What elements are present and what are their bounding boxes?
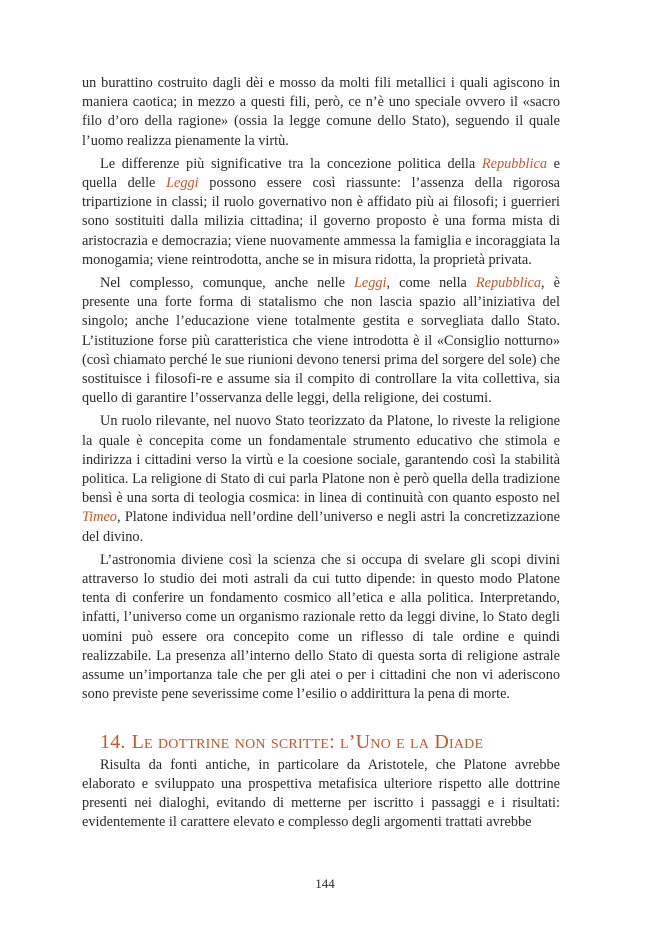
body-text [82,74,560,837]
paragraph-3-text-c: , come nella [386,275,476,292]
paragraph-2 [82,155,560,270]
section-heading [100,730,560,753]
paragraph-2-text-a: Le differenze più significative tra la concezione politica della [100,155,482,172]
page-number: 144 [315,876,335,891]
paragraph-1 [82,74,560,151]
paragraph-3 [82,274,560,408]
paragraph-4-text-a: Un ruolo rilevante, nel nuovo Stato teorizzato da Platone, lo riveste la religione la quale è concepita come un fondamentale strumento educativo che stimola e indirizza i cittadini verso la virtù e la coesione sociale, garantendo così la stabilità politica. La religione di Stato di cui parla Platone non è però quella della tradizione bensì è una sorta di teologia cosmica: in linea di continuità con quanto esposto nel [82,413,560,507]
section-number: 14. [100,730,126,753]
work-title-leggi: Leggi [166,175,199,192]
paragraph-3-text-a: Nel complesso, comunque, anche nelle [100,275,354,292]
work-title-repubblica: Repubblica [481,155,547,172]
section-title: Le dottrine non scritte: l’Uno e la Diade [131,730,484,753]
paragraph-4-text-c: , Platone individua nell’ordine dell’universo e negli astri la concretizzazione del divino. [82,509,560,545]
paragraph-5-text: L’astronomia diviene così la scienza che si occupa di svelare gli scopi divini attraverso lo studio dei moti astrali da cui tutto dipende: in questo modo Platone tenta di conferire un fondamento cosmico all’etica e alla politica. Interpretando, infatti, l’universo come un organismo razionale retto da leggi divine, lo Stato degli uomini può essere ora concepito come un riflesso di tale ordine e quindi realizzabile. La presenza all’interno dello Stato di questa sorta di religione astrale assume un’importanza tale che per gli atei o per i cittadini che non vi aderiscono sono previste pene severissime come l’esilio o addirittura la pena di morte. [82,551,560,703]
paragraph-6 [82,756,560,833]
paragraph-2-text-e: possono essere così riassunte: l’assenza della rigorosa tripartizione in classi; il ruolo governativo non è affidato più ai filosofi; i guerrieri sono sostituiti dalla milizia cittadina; il governo proposto è una forma mista di aristocrazia e democrazia; viene nuovamente ammessa la famiglia e incoraggiata la monogamia; viene reintrodotta, anche se in misura ridotta, la proprietà privata. [82,175,560,268]
work-title-leggi: Leggi [353,275,387,292]
paragraph-6-text: Risulta da fonti antiche, in particolare da Aristotele, che Platone avrebbe elaborato e sviluppato una prospettiva metafisica ulteriore rispetto alle dottrine presenti nei dialoghi, evitando di metterne per iscritto i passaggi e i risultati: evidentemente il carattere elevato e complesso degli argomenti trattati avrebbe [82,756,560,831]
work-title-timeo: Timeo [82,509,117,526]
paragraph-2-text-c: e quella delle [82,155,560,192]
paragraph-4 [82,412,560,546]
paragraph-1-text: un burattino costruito dagli dèi e mosso da molti fili metallici i quali agiscono in maniera caotica; in mezzo a questi fili, però, ce n’è uno speciale ovvero il «sacro filo d’oro della ragione» (ossia la legge comune dello Stato), seguendo il quale l’uomo realizza pienamente la virtù. [82,75,560,149]
work-title-repubblica: Repubblica [475,275,542,292]
paragraph-3-text-e: , è presente una forte forma di statalismo che non lascia spazio all’iniziativa del singolo; anche l’educazione viene totalmente gestita e sorvegliata dallo Stato. L’istituzione forse più caratteristica che viene introdotta è il «Consiglio notturno» (così chiamato perché le sue riunioni devono tenersi prima del sorgere del sole) che sostituisce i filosofi-re e assume sia il compito di controllare la vita collettiva, sia quello di garantire l’osservanza delle leggi, della religione, dei costumi. [82,275,560,407]
paragraph-5 [82,551,560,705]
